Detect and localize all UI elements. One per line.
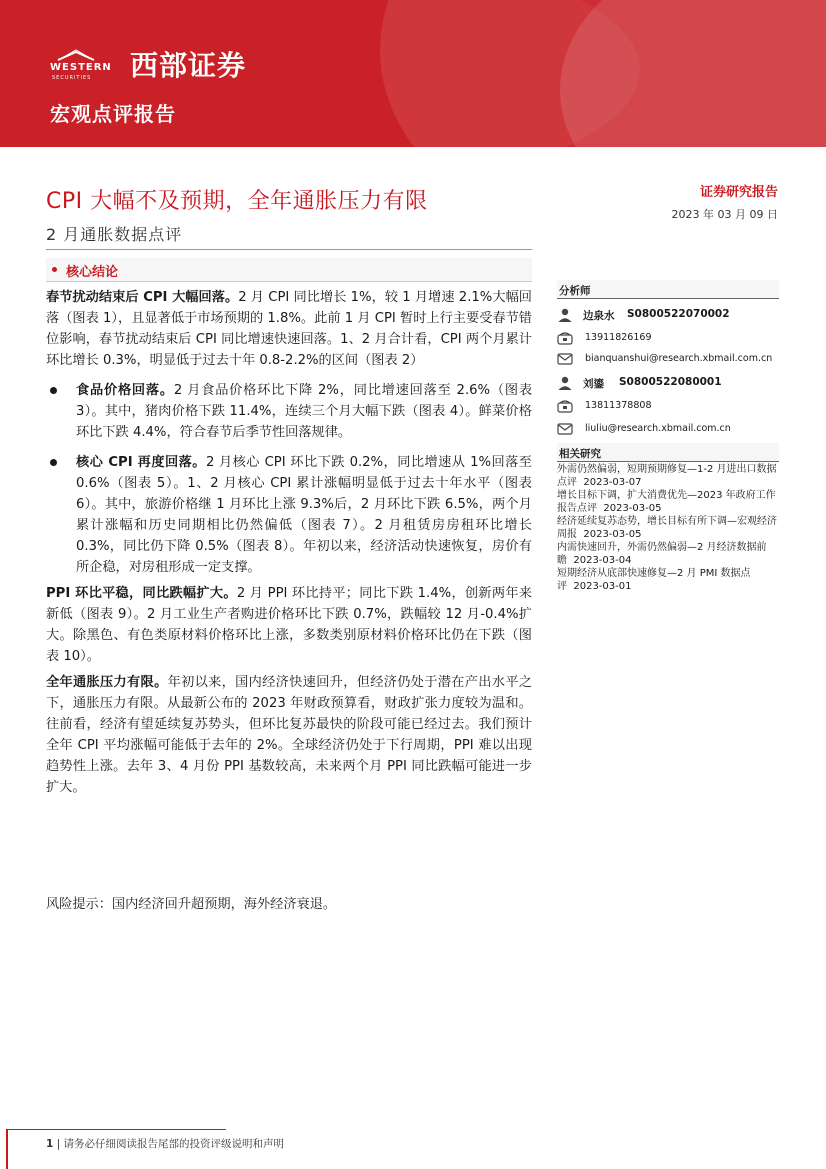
related-research-heading	[557, 443, 779, 462]
brand-name-en-sub: SECURITIES	[52, 75, 92, 81]
header-banner	[0, 0, 826, 147]
footer	[46, 1136, 284, 1151]
paragraph-lead: PPI 环比平稳，同比跌幅扩大。	[46, 586, 237, 601]
bullet-icon	[50, 387, 57, 394]
section-heading-label: 核心结论	[66, 265, 119, 280]
bullet-lead: 食品价格回落。	[76, 383, 174, 398]
banner-decoration	[560, 0, 826, 147]
related-research-item[interactable]	[557, 463, 779, 489]
related-date: 2023-03-07	[583, 477, 642, 488]
footer-separator: |	[56, 1138, 61, 1150]
paragraph-text: 年初以来，国内经济快速回升，但经济仍处于潜在产出水平之下，通胀压力有限。从最新公布的 2023 年财政预算看，财政扩张力度较为温和。往前看，经济有望延续复苏势头，但环比复苏最快的阶段可能已经过去。我们预计全年 CPI 平均涨幅可能低于去年的 2%。全球经济仍处于下行周期，PPI 难以出现趋势性上涨。去年 3、4 月份 PPI 基数较高，未来两个月 PPI 同比跌幅可能进一步扩大。	[46, 675, 533, 795]
phone-icon	[557, 331, 573, 345]
related-title: 增长目标下调，扩大消费优先—2023 年政府工作报告点评	[557, 490, 776, 514]
footer-disclaimer: 请务必仔细阅读报告尾部的投资评级说明和声明	[63, 1138, 285, 1150]
paragraph-lead: 全年通胀压力有限。	[46, 675, 168, 690]
footer-accent-bar	[6, 1129, 8, 1169]
report-date: 2023 年 03 月 09 日	[671, 208, 778, 221]
related-date: 2023-03-05	[583, 529, 642, 540]
bullet-item	[46, 380, 532, 443]
related-title: 外需仍然偏弱，短期预期修复—1-2 月进出口数据点评	[557, 464, 777, 488]
mail-icon	[557, 422, 573, 436]
related-research-item[interactable]	[557, 489, 779, 515]
brand-name-cn: 西部证券	[130, 49, 247, 82]
related-date: 2023-03-01	[573, 581, 632, 592]
document-type: 证券研究报告	[699, 185, 778, 200]
report-body	[46, 287, 532, 798]
bullet-text: 2 月食品价格环比下降 2%，同比增速回落至 2.6%（图表 3）。其中，猪肉价格下跌 11.4%，连续三个月大幅下跌（图表 4）。鲜菜价格环比下跌 4.4%，符合春节后季节性回落规律。	[76, 383, 533, 440]
analyst-phone: 13811378808	[585, 400, 652, 411]
phone-icon	[557, 399, 573, 413]
related-title: 内需快速回升，外需仍然偏弱—2 月经济数据前瞻	[557, 542, 767, 566]
bullet-icon	[52, 267, 57, 272]
related-research-list	[557, 463, 779, 593]
analysts-heading	[557, 280, 779, 299]
analyst-entry	[557, 306, 779, 324]
mail-icon	[557, 352, 573, 366]
analyst-phone-row	[557, 399, 779, 415]
title-divider	[46, 249, 532, 250]
bullet-text: 2 月核心 CPI 环比下跌 0.2%，同比增速从 1%回落至 0.6%（图表 5）。1、2 月核心 CPI 累计涨幅明显低于过去十年水平（图表 6）。其中，旅游价格继 1 月环比上涨 9.3%后，2 月环比下跌 6.5%，两个月累计涨幅和历史同期相比仍然偏低（图表 7）。2 月租赁房房租环比增长 0.3%，同比仍下降 0.5%（图表 8）。年初以来，经济活动快速恢复，房价有所企稳，对房租形成一定支撑。	[76, 455, 532, 575]
related-research-item[interactable]	[557, 515, 779, 541]
analyst-email-row	[557, 352, 779, 368]
analyst-name: 边泉水	[583, 310, 615, 322]
related-title: 经济延续复苏态势，增长目标有所下调—宏观经济周报	[557, 516, 777, 540]
footer-divider	[6, 1129, 226, 1130]
risk-warning: 风险提示：国内经济回升超预期，海外经济衰退。	[46, 897, 337, 912]
related-date: 2023-03-05	[603, 503, 662, 514]
page-subtitle: 2 月通胀数据点评	[46, 225, 183, 244]
person-icon	[557, 307, 573, 323]
related-research-heading-label: 相关研究	[559, 448, 601, 460]
page-title: CPI 大幅不及预期，全年通胀压力有限	[46, 189, 428, 214]
analyst-cert: S0800522080001	[619, 376, 722, 388]
analyst-cert: S0800522070002	[627, 308, 730, 320]
paragraph	[46, 583, 532, 667]
analyst-name: 刘鎏	[583, 378, 604, 390]
analyst-entry	[557, 374, 779, 392]
section-heading	[46, 258, 532, 282]
bullet-icon	[50, 459, 57, 466]
related-title: 短期经济从底部快速修复—2 月 PMI 数据点评	[557, 568, 751, 592]
report-category: 宏观点评报告	[50, 102, 176, 126]
paragraph	[46, 672, 532, 798]
paragraph	[46, 287, 532, 371]
analyst-email-row	[557, 422, 779, 438]
bullet-item	[46, 452, 532, 578]
analyst-email[interactable]: liuliu@research.xbmail.com.cn	[585, 423, 731, 434]
analyst-phone: 13911826169	[585, 332, 652, 343]
bullet-lead: 核心 CPI 再度回落。	[76, 455, 206, 470]
brand-name-en: WESTERN	[50, 62, 112, 73]
analyst-email[interactable]: bianquanshui@research.xbmail.com.cn	[585, 353, 773, 364]
person-icon	[557, 375, 573, 391]
paragraph-lead: 春节扰动结束后 CPI 大幅回落。	[46, 290, 239, 305]
analyst-phone-row	[557, 331, 779, 347]
page-number: 1	[46, 1138, 54, 1150]
related-research-item[interactable]	[557, 541, 779, 567]
related-date: 2023-03-04	[573, 555, 632, 566]
related-research-item[interactable]	[557, 567, 779, 593]
paragraph-text: 2 月 PPI 环比持平；同比下跌 1.4%，创新两年来新低（图表 9）。2 月工业生产者购进价格环比下跌 0.7%，跌幅较 12 月-0.4%扩大。除黑色、有色类原材料价格环比上涨，多数类别原材料价格环比仍在下跌（图表 10）。	[46, 586, 532, 664]
paragraph-text: 2 月 CPI 同比增长 1%，较 1 月增速 2.1%大幅回落（图表 1），且显著低于市场预期的 1.8%。此前 1 月 CPI 暂时上行主要受春节错位影响，春节扰动结束后 CPI 同比增速快速回落。1、2 月合计看，CPI 两个月累计环比增长 0.3%，明显低于过去十年 0.8-2.2%的区间（图表 2）	[46, 290, 532, 368]
analysts-heading-label: 分析师	[559, 285, 591, 297]
